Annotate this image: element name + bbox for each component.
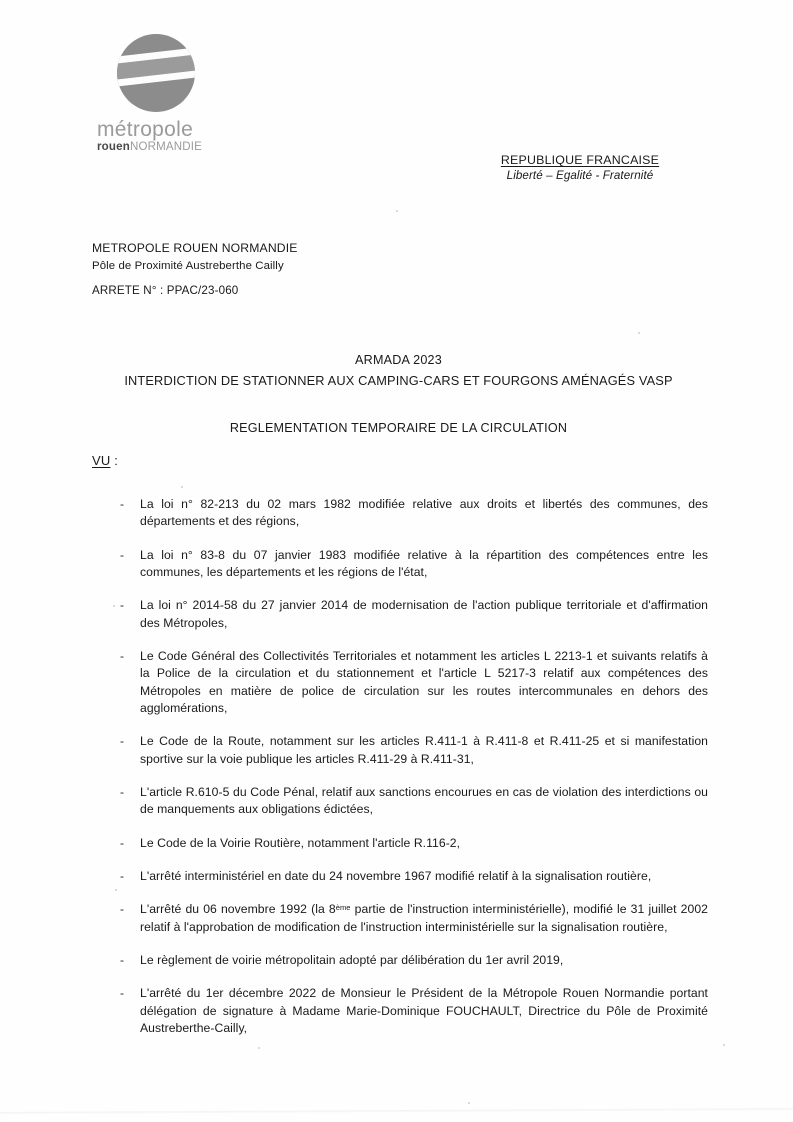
vu-heading [92,453,118,468]
vu-item-bullet: - [120,497,125,511]
vu-item-text: La loi n° 2014-58 du 27 janvier 2014 de modernisation de l'action publique territoriale et d'affirmation des Métropoles, [140,598,708,630]
vu-item-text: L'arrêté du 06 novembre 1992 (la 8ème partie de l'instruction interministérielle), modifié le 31 juillet 2002 relatif à l'approbation de modification de l'instruction interministérielle sur la signalisation routière, [140,902,708,934]
vu-item-bullet: - [120,835,125,850]
republique-title: REPUBLIQUE FRANCAISE [500,153,660,167]
vu-item [92,784,708,819]
vu-item-bullet: - [120,547,125,562]
vu-item [92,597,708,632]
scan-speck [723,1044,725,1046]
vu-item [92,733,708,768]
issuer-organisation: METROPOLE ROUEN NORMANDIE [92,241,298,255]
logo-wordmark: métropole [97,118,194,141]
vu-item-bullet: - [120,902,125,917]
vu-heading-word: VU [92,453,111,468]
scan-speck [181,486,183,488]
vu-item-text: Le Code de la Voirie Routière, notamment l'article R.116-2, [140,835,461,850]
arrete-number: ARRETE N° : PPAC/23-060 [92,284,239,297]
title-subject: INTERDICTION DE STATIONNER AUX CAMPING-CARS ET FOURGONS AMÉNAGÉS VASP [124,372,673,388]
logo-sub-rouen: rouen [97,141,130,153]
scan-artifact-line [0,1108,793,1114]
scan-speck [396,210,398,212]
vu-item-text: Le règlement de voirie métropolitain adopté par délibération du 1er avril 2019, [140,952,564,967]
republique-motto: Liberté – Egalité - Fraternité [506,169,654,182]
vu-item [92,496,708,531]
vu-item-text: L'arrêté du 1er décembre 2022 de Monsieur le Président de la Métropole Rouen Normandie portant délégation de signature à Madame Marie-Dominique FOUCHAULT, Directrice du Pôle de Proximité Austreberthe-Cailly, [140,986,708,1035]
vu-item-bullet: - [120,952,125,967]
logo-subwordmark [97,142,237,154]
vu-item-text: Le Code de la Route, notamment sur les articles R.411-1 à R.411-8 et R.411-25 et si manifestation sportive sur la voie publique les articles R.411-29 à R.411-31, [140,734,708,766]
scan-speck [468,1102,470,1104]
issuer-block [92,240,298,274]
title-regulation: REGLEMENTATION TEMPORAIRE DE LA CIRCULATION [229,421,568,436]
vu-item [92,985,708,1037]
vu-item-bullet: - [120,986,125,1001]
metropole-logo [97,34,237,154]
vu-item-bullet: - [120,648,125,663]
vu-item-bullet: - [120,734,125,749]
logo-sub-normandie: NORMANDIE [129,141,203,153]
metropole-circle-icon [117,34,195,112]
vu-item-text: L'article R.610-5 du Code Pénal, relatif aux sanctions encourues en cas de violation des interdictions ou de manquements aux obligations édictées, [140,784,708,817]
vu-item [92,648,708,717]
vu-item-text: La loi n° 83-8 du 07 janvier 1983 modifiée relative à la répartition des compétences entre les communes, les départements et les régions de l'état, [140,547,708,579]
vu-items-list [92,496,708,1053]
vu-item [92,868,708,885]
republique-header [430,153,730,182]
vu-item-bullet: - [120,868,125,883]
issuer-pole: Pôle de Proximité Austreberthe Cailly [92,259,284,272]
title-event: ARMADA 2023 [355,353,442,367]
vu-item-text: Le Code Général des Collectivités Territoriales et notamment les articles L 2213-1 et suivants relatifs à la Police de la circulation et du stationnement et l'article L 5217-3 relatif aux compétences des Métropoles en matière de police de circulation sur les routes intercommunales en dehors des agglomérations, [140,648,708,715]
vu-item-bullet: - [120,598,125,613]
vu-item [92,901,708,936]
vu-item-bullet: - [120,784,125,799]
vu-item-text: La loi n° 82-213 du 02 mars 1982 modifiée relative aux droits et libertés des communes, des départements et des régions, [140,497,708,529]
document-title-block [92,351,705,439]
vu-item [92,835,708,852]
vu-item [92,952,708,969]
vu-heading-colon: : [110,453,119,468]
vu-item-text: L'arrêté interministériel en date du 24 novembre 1967 modifié relatif à la signalisation routière, [140,868,652,883]
scan-speck [638,332,640,334]
vu-item [92,547,708,582]
